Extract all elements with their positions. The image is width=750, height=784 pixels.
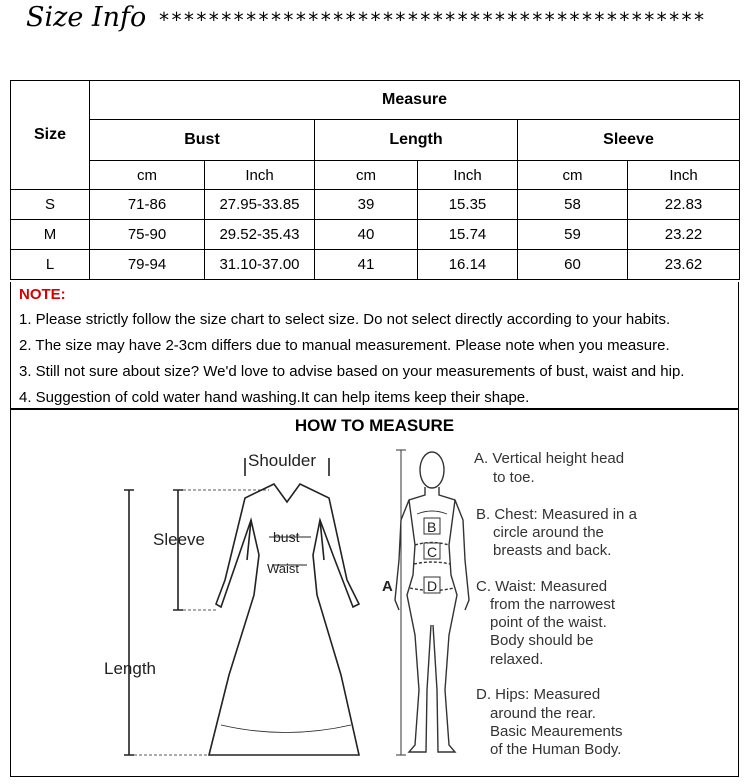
bust-header: Bust bbox=[90, 120, 315, 161]
unit-header: Inch bbox=[418, 161, 518, 190]
size-header: Size bbox=[11, 81, 90, 190]
measure-header: Measure bbox=[90, 81, 740, 120]
table-cell: 15.35 bbox=[418, 190, 518, 220]
waist-label: Waist bbox=[267, 561, 300, 576]
unit-header: Inch bbox=[628, 161, 740, 190]
unit-header: Inch bbox=[205, 161, 315, 190]
head-icon bbox=[420, 452, 444, 488]
instruction-c-line: point of the waist. bbox=[490, 614, 607, 631]
instruction-d-line: around the rear. bbox=[490, 705, 596, 722]
table-cell: S bbox=[11, 190, 90, 220]
instruction-b-line: circle around the bbox=[493, 524, 604, 541]
notes-section bbox=[10, 282, 739, 409]
table-cell: 29.52-35.43 bbox=[205, 220, 315, 250]
unit-header: cm bbox=[315, 161, 418, 190]
table-cell: 27.95-33.85 bbox=[205, 190, 315, 220]
table-row bbox=[11, 250, 740, 280]
table-cell: 60 bbox=[518, 250, 628, 280]
instruction-a-line: to toe. bbox=[493, 469, 535, 486]
length-header: Length bbox=[315, 120, 518, 161]
unit-header: cm bbox=[90, 161, 205, 190]
marker-a: A bbox=[382, 578, 393, 595]
instruction-c-line: Body should be bbox=[490, 632, 594, 649]
page-title: Size Info bbox=[26, 2, 147, 33]
instruction-c-line: C. Waist: Measured bbox=[476, 578, 608, 595]
dress-outline-icon bbox=[209, 484, 359, 755]
table-cell: 59 bbox=[518, 220, 628, 250]
note-line: 1. Please strictly follow the size chart to select size. Do not select directly according to your habits. bbox=[19, 311, 671, 328]
instruction-a-line: A. Vertical height head bbox=[474, 450, 625, 467]
sleeve-header: Sleeve bbox=[518, 120, 740, 161]
table-cell: 79-94 bbox=[90, 250, 205, 280]
table-cell: 71-86 bbox=[90, 190, 205, 220]
marker-b: B bbox=[427, 519, 437, 535]
table-cell: 41 bbox=[315, 250, 418, 280]
instruction-d-line: Basic Meaurements bbox=[490, 723, 623, 740]
unit-header: cm bbox=[518, 161, 628, 190]
instruction-b-line: B. Chest: Measured in a bbox=[476, 506, 637, 523]
table-cell: 23.62 bbox=[628, 250, 740, 280]
table-row bbox=[11, 220, 740, 250]
shoulder-label: Shoulder bbox=[248, 451, 317, 470]
table-cell: 23.22 bbox=[628, 220, 740, 250]
instruction-c-line: relaxed. bbox=[490, 651, 544, 668]
table-cell: 31.10-37.00 bbox=[205, 250, 315, 280]
size-table bbox=[10, 80, 740, 280]
table-cell: 75-90 bbox=[90, 220, 205, 250]
note-line: 2. The size may have 2-3cm differs due to manual measurement. Please note when you measure. bbox=[19, 337, 670, 354]
body-figure bbox=[395, 450, 469, 755]
how-to-measure-title: HOW TO MEASURE bbox=[294, 416, 455, 435]
note-line: 3. Still not sure about size? We'd love to advise based on your measurements of bust, waist and hip. bbox=[19, 363, 685, 380]
note-line: 4. Suggestion of cold water hand washing.It can help items keep their shape. bbox=[19, 389, 530, 406]
how-to-measure-section bbox=[10, 409, 739, 777]
instruction-d-line: D. Hips: Measured bbox=[476, 686, 601, 703]
marker-c: C bbox=[427, 544, 438, 560]
table-cell: 22.83 bbox=[628, 190, 740, 220]
dress-diagram bbox=[124, 458, 359, 755]
instruction-c-line: from the narrowest bbox=[490, 596, 616, 613]
measure-instructions bbox=[474, 450, 638, 758]
table-cell: 40 bbox=[315, 220, 418, 250]
note-title: NOTE: bbox=[19, 286, 66, 303]
instruction-b-line: breasts and back. bbox=[493, 542, 612, 559]
table-row bbox=[11, 190, 740, 220]
measure-illustration bbox=[11, 410, 738, 776]
table-cell: L bbox=[11, 250, 90, 280]
instruction-d-line: of the Human Body. bbox=[490, 741, 622, 758]
table-cell: 15.74 bbox=[418, 220, 518, 250]
header bbox=[0, 0, 750, 40]
table-cell: 16.14 bbox=[418, 250, 518, 280]
bust-label: bust bbox=[273, 529, 300, 545]
sleeve-label: Sleeve bbox=[153, 530, 205, 549]
table-cell: 58 bbox=[518, 190, 628, 220]
table-cell: 39 bbox=[315, 190, 418, 220]
star-divider: ******************************************** bbox=[158, 8, 706, 32]
table-cell: M bbox=[11, 220, 90, 250]
marker-d: D bbox=[427, 578, 438, 594]
length-label: Length bbox=[104, 659, 156, 678]
